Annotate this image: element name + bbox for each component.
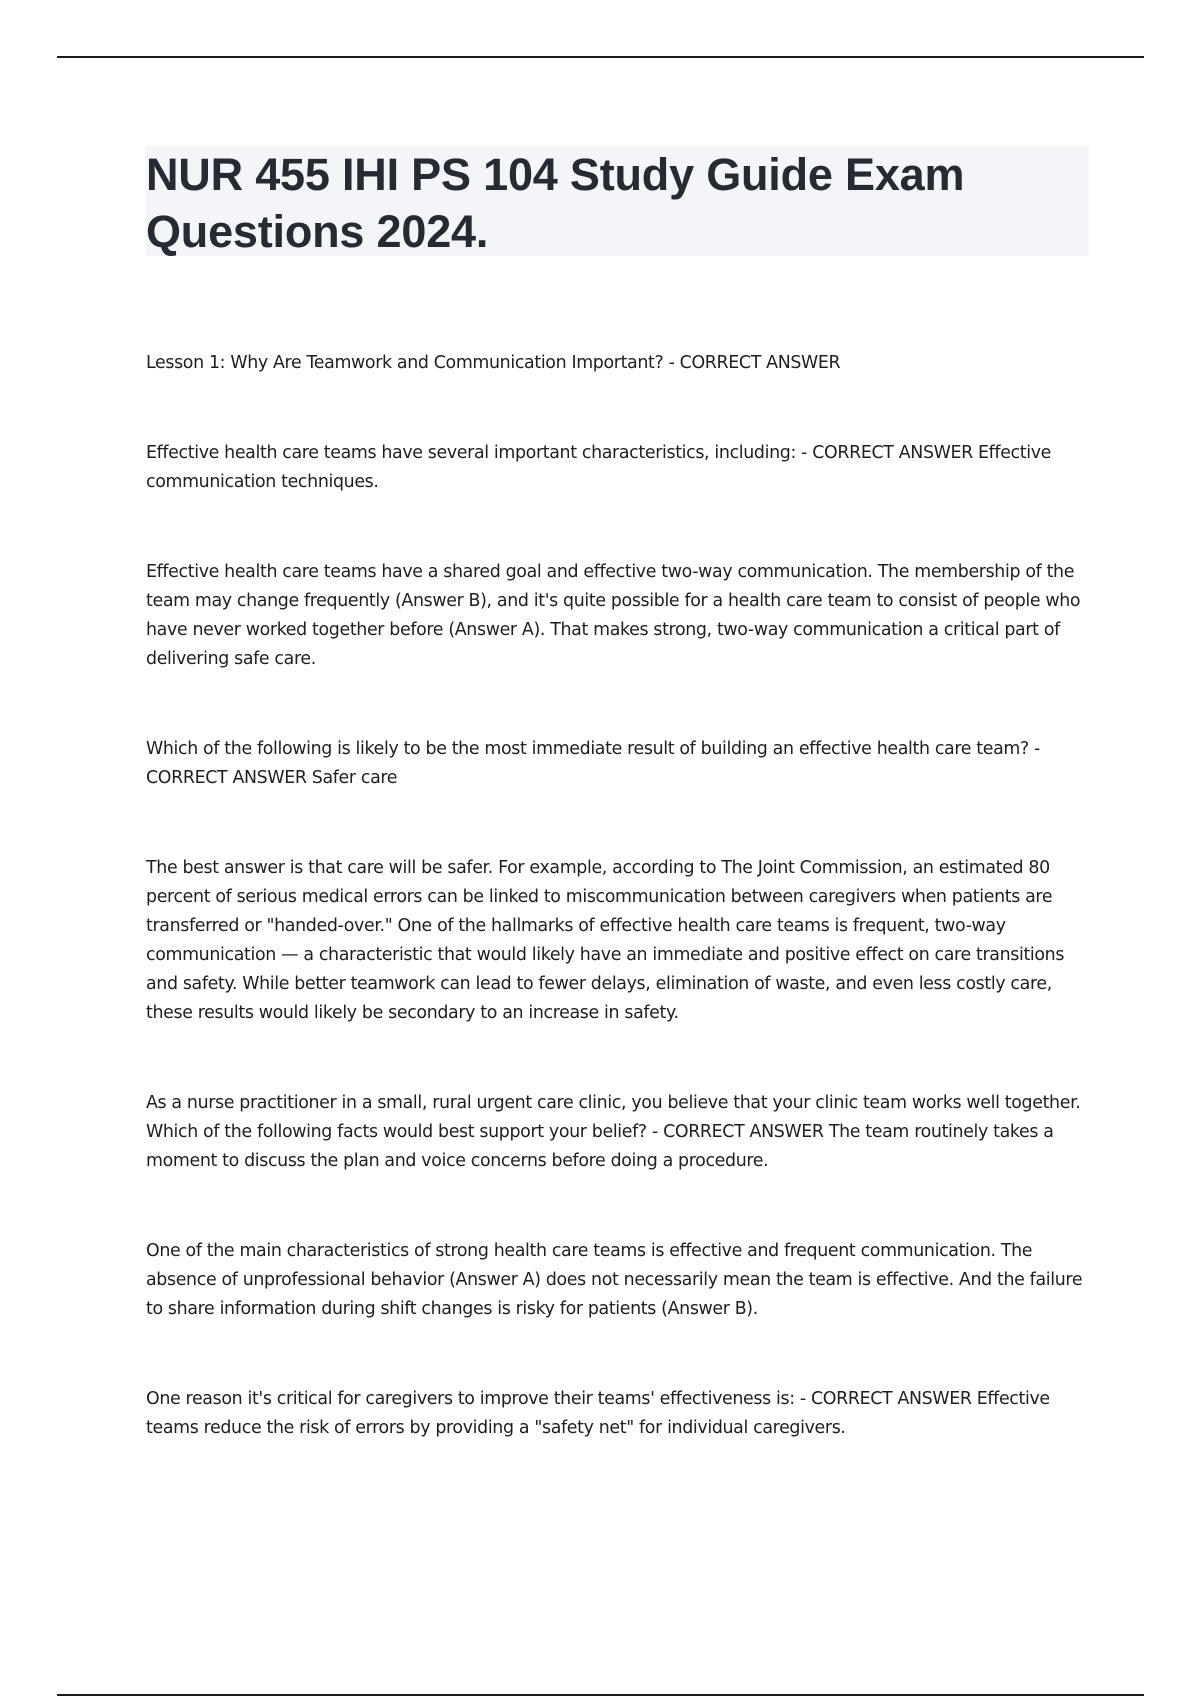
document-body (146, 349, 1091, 1443)
paragraph-question-3: As a nurse practitioner in a small, rural urgent care clinic, you believe that your clinic team works well together. Which of the following facts would best support your belief? - CORRECT ANSWER The team routinely takes a moment to discuss the plan and voice concerns before doing a procedure. (146, 1093, 1081, 1171)
footer-rule (57, 1694, 1144, 1696)
header-rule (57, 56, 1144, 58)
paragraph-question-1: Effective health care teams have several important characteristics, including: - CORRECT ANSWER Effective communication techniques. (146, 443, 1052, 492)
paragraph-question-2: Which of the following is likely to be the most immediate result of building an effective health care team? - CORRECT ANSWER Safer care (146, 739, 1040, 788)
paragraph-explanation-1: Effective health care teams have a shared goal and effective two-way communication. The membership of the team may change frequently (Answer B), and it's quite possible for a health care team to consist of people who have never worked together before (Answer A). That makes strong, two-way communication a critical part of delivering safe care. (146, 562, 1081, 669)
document-title: NUR 455 IHI PS 104 Study Guide Exam Questions 2024. (146, 149, 965, 257)
paragraph-explanation-3: One of the main characteristics of strong health care teams is effective and frequent communication. The absence of unprofessional behavior (Answer A) does not necessarily mean the team is effective. And the failure to share information during shift changes is risky for patients (Answer B). (146, 1241, 1083, 1319)
paragraph-explanation-2: The best answer is that care will be safer. For example, according to The Joint Commission, an estimated 80 percent of serious medical errors can be linked to miscommunication between caregivers when patients are transferred or "handed-over." One of the hallmarks of effective health care teams is frequent, two-way communication — a characteristic that would likely have an immediate and positive effect on care transitions and safety. While better teamwork can lead to fewer delays, elimination of waste, and even less costly care, these results would likely be secondary to an increase in safety. (146, 858, 1065, 1023)
paragraph-lesson-heading: Lesson 1: Why Are Teamwork and Communication Important? - CORRECT ANSWER (146, 353, 841, 373)
title-block (146, 146, 1089, 256)
paragraph-question-4: One reason it's critical for caregivers to improve their teams' effectiveness is: - CORRECT ANSWER Effective teams reduce the risk of errors by providing a "safety net" for individual caregivers. (146, 1389, 1050, 1438)
